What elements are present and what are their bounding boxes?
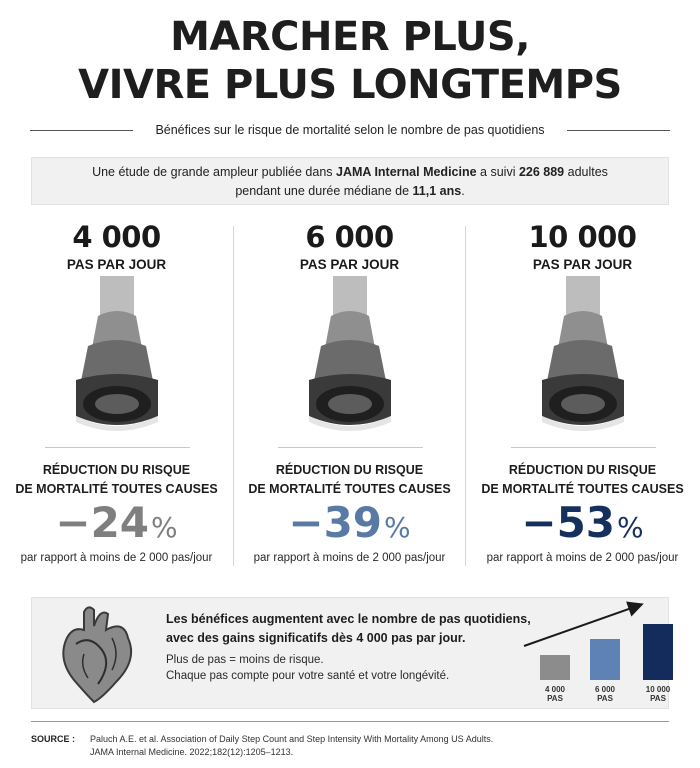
source-citation-line-2: JAMA Internal Medicine. 2022;182(12):1205–1213. [90, 747, 294, 757]
reduction-percentage [466, 498, 699, 553]
steps-count: 6 000 [305, 220, 394, 254]
heart-icon [54, 604, 144, 704]
sneaker-icon [62, 276, 172, 436]
section-rule [511, 447, 656, 448]
page-title-line-1: MARCHER PLUS, [170, 14, 530, 60]
steps-column-4000 [0, 218, 233, 578]
percent-sign: % [151, 511, 178, 544]
steps-column-6000 [233, 218, 466, 578]
reduction-label-line-1: RÉDUCTION DU RISQUE [275, 463, 424, 477]
reduction-value: −39 [288, 498, 383, 547]
section-rule [45, 447, 190, 448]
reduction-label-line-1: RÉDUCTION DU RISQUE [42, 463, 191, 477]
source-rule [31, 721, 669, 722]
subtitle-rule-right [567, 130, 670, 131]
section-rule [278, 447, 423, 448]
steps-unit: PAS PAR JOUR [66, 257, 167, 272]
mini-label-unit: PAS [650, 694, 666, 703]
mini-bar-chart [502, 598, 670, 708]
subtitle-row [30, 121, 670, 139]
sneaker-icon [528, 276, 638, 436]
mini-label-number: 4 000 [544, 685, 566, 694]
subtitle: Bénéfices sur le risque de mortalité selon le nombre de pas quotidiens [155, 123, 545, 137]
percent-sign: % [617, 511, 644, 544]
intro-text: . [461, 184, 465, 198]
steps-unit: PAS PAR JOUR [299, 257, 400, 272]
subtitle-rule-left [30, 130, 133, 131]
steps-column-10000 [466, 218, 699, 578]
page-title-line-2: VIVRE PLUS LONGTEMPS [78, 62, 622, 108]
reduction-percentage [0, 498, 233, 553]
mini-bar-4000 [540, 655, 570, 680]
reduction-label-line-2: DE MORTALITÉ TOUTES CAUSES [248, 482, 451, 496]
mini-label-number: 6 000 [594, 685, 616, 694]
reduction-value: −53 [521, 498, 616, 547]
reduction-label-line-2: DE MORTALITÉ TOUTES CAUSES [15, 482, 218, 496]
intro-text: pendant une durée médiane de [235, 184, 413, 198]
intro-text: adultes [564, 165, 608, 179]
comparison-note: par rapport à moins de 2 000 pas/jour [20, 552, 213, 564]
summary-headline-line-2: avec des gains significatifs dès 4 000 pas par jour. [166, 631, 466, 645]
reduction-value: −24 [55, 498, 150, 547]
mini-label-unit: PAS [597, 694, 613, 703]
summary-text-line-2: Chaque pas compte pour votre santé et votre longévité. [166, 670, 450, 682]
steps-count: 10 000 [528, 220, 637, 254]
reduction-label-line-2: DE MORTALITÉ TOUTES CAUSES [481, 482, 684, 496]
source-label: SOURCE : [31, 734, 76, 744]
steps-unit: PAS PAR JOUR [532, 257, 633, 272]
comparison-note: par rapport à moins de 2 000 pas/jour [253, 552, 446, 564]
mini-bar-6000 [590, 639, 620, 680]
reduction-label-line-1: RÉDUCTION DU RISQUE [508, 463, 657, 477]
percent-sign: % [384, 511, 411, 544]
intro-text: a suivi [476, 165, 519, 179]
summary-box [31, 597, 669, 709]
journal-name: JAMA Internal Medicine [336, 165, 477, 179]
mini-bar-label [530, 685, 580, 703]
mini-bar-label [633, 685, 683, 703]
sneaker-icon [295, 276, 405, 436]
intro-box [31, 157, 669, 205]
intro-text: Une étude de grande ampleur publiée dans [92, 165, 337, 179]
participant-count: 226 889 [518, 165, 565, 179]
source-citation-line-1: Paluch A.E. et al. Association of Daily Step Count and Step Intensity With Mortality Among US Adults. [90, 734, 494, 744]
intro-line-1 [32, 163, 668, 182]
study-duration: 11,1 ans [412, 184, 462, 198]
mini-bar-label [580, 685, 630, 703]
intro-line-2 [32, 182, 668, 201]
summary-text-line-1: Plus de pas = moins de risque. [166, 654, 324, 666]
mini-bar-10000 [643, 624, 673, 680]
comparison-note: par rapport à moins de 2 000 pas/jour [486, 552, 679, 564]
reduction-percentage [233, 498, 466, 553]
summary-headline-line-1: Les bénéfices augmentent avec le nombre de pas quotidiens, [166, 612, 531, 626]
mini-label-unit: PAS [547, 694, 563, 703]
steps-count: 4 000 [72, 220, 161, 254]
mini-label-number: 10 000 [645, 685, 671, 694]
